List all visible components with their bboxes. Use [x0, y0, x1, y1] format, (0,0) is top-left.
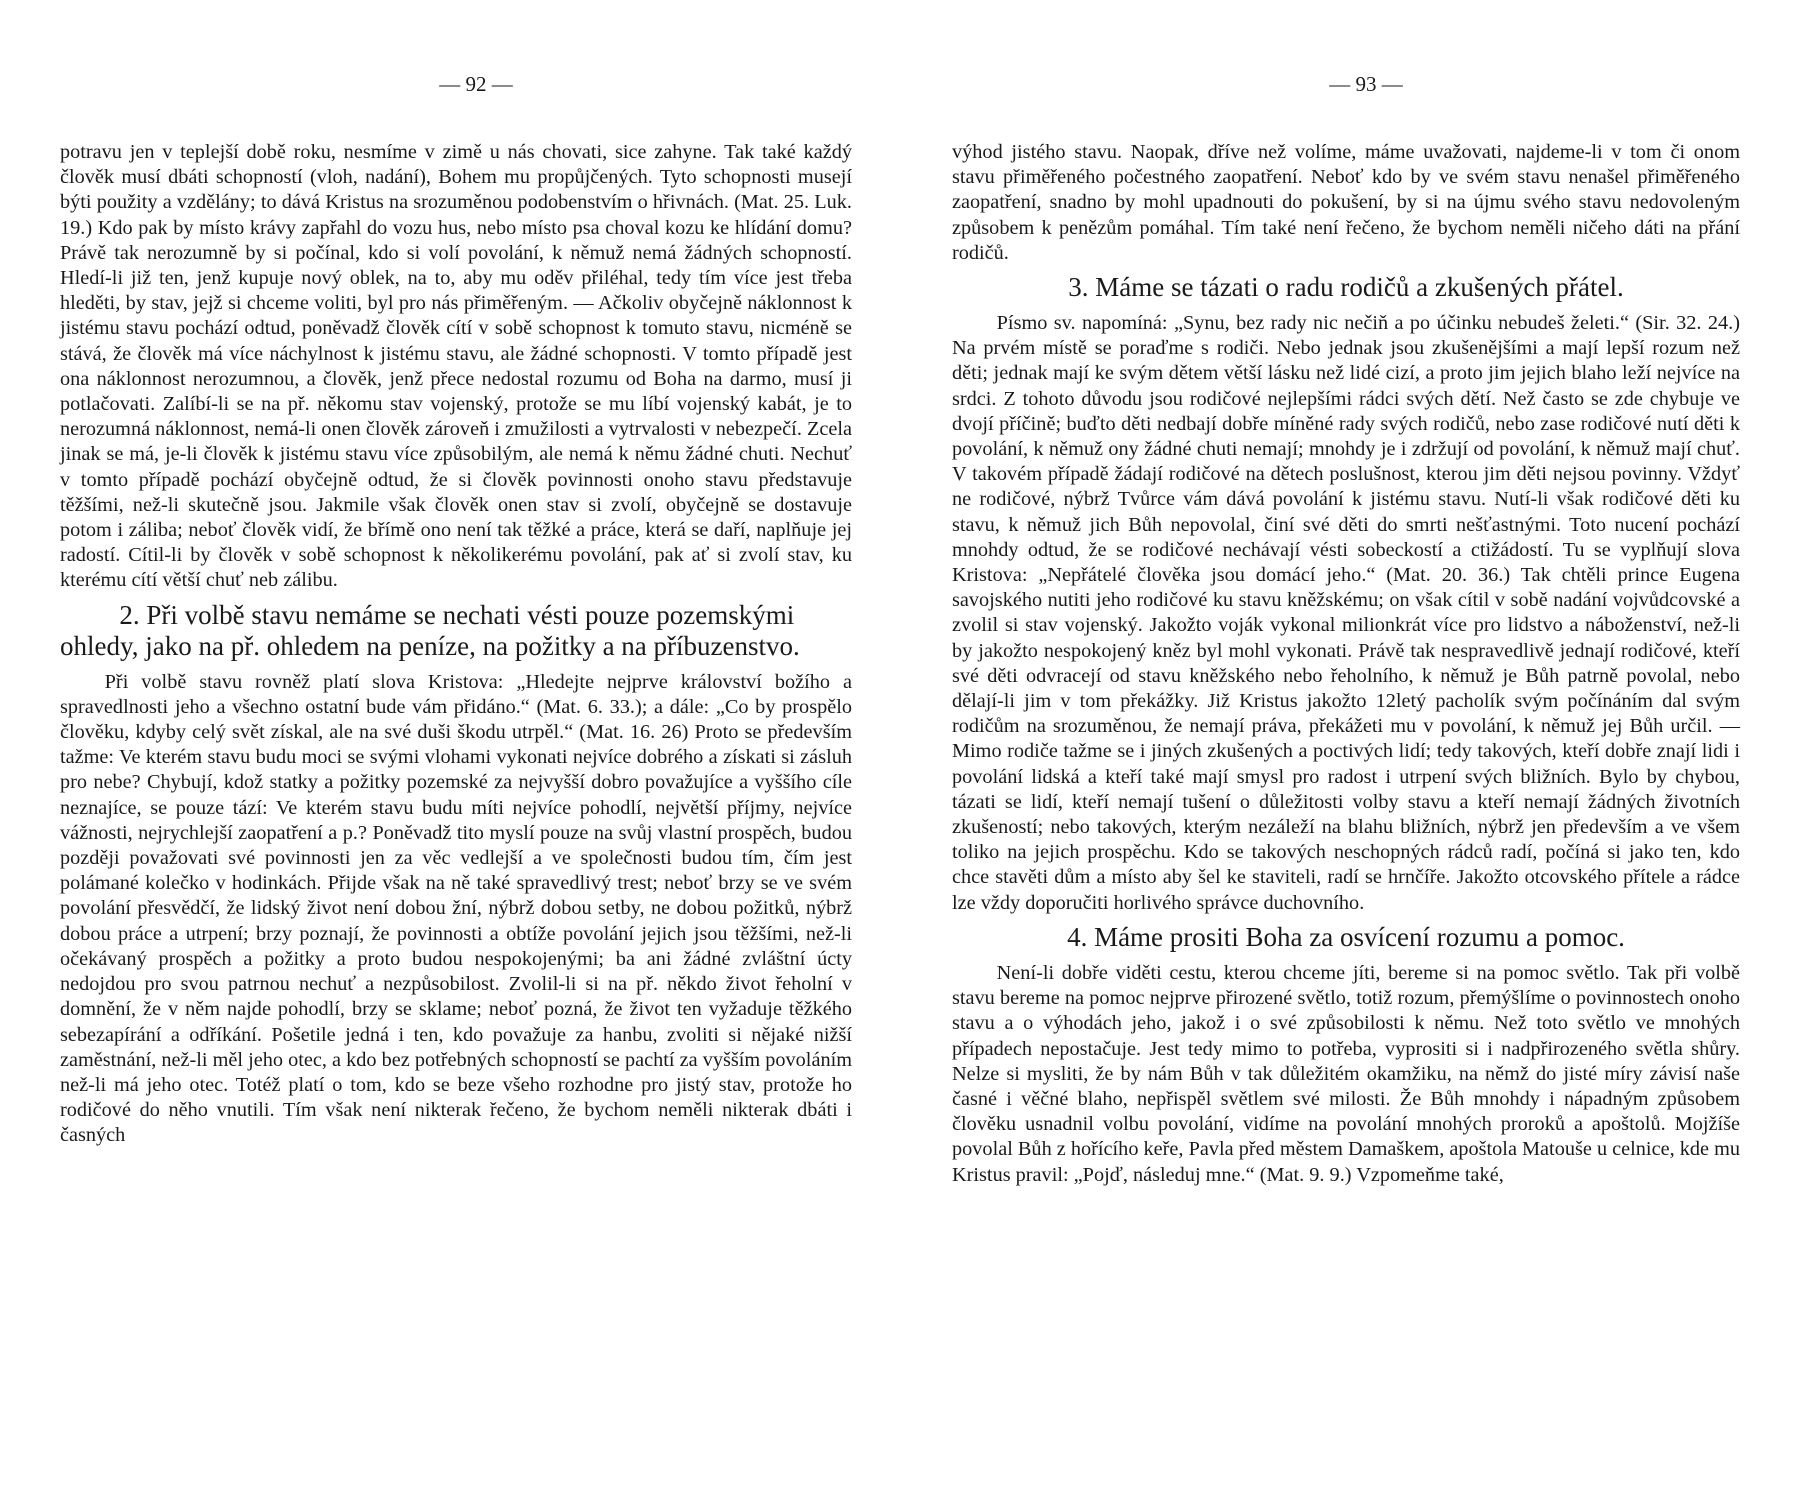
- right-page: [898, 0, 1796, 1500]
- paragraph: Písmo sv. napomíná: „Synu, bez rady nic nečiň a po účinku nebudeš želeti.“ (Sir. 32. 24.) Na prvém místě se poraďme s rodiči. Nebo jednak jsou zkušenějšími a mají lepší rozum než děti; jednak mají ke svým dětem větší lásku než lidé cizí, a proto jim jejich blaho leží nejvíce na srdci. Z tohoto důvodu jsou rodičové nejlepšími rádci svých dětí. Než často se zde chybuje ve dvojí příčině; buďto děti nedbají dobře míněné rady svých rodičů, nebo zase rodičové nutí děti k povolání, k němuž ony žádné chuti nemají; mnohdy je i zdržují od povolání, k němuž mají chuť. V takovém případě žádají rodičové na dětech poslušnost, kterou jim děti nejsou povinny. Vždyť ne rodičové, nýbrž Tvůrce vám dává povolání k jistému stavu. Nutí-li však rodičové děti ku stavu, k němuž jich Bůh nepovolal, činí své děti do smrti nešťastnými. Toto nucení pochází mnohdy odtud, že se rodičové nechávají vésti sobeckostí a ctižádostí. Tu se vyplňují slova Kristova: „Nepřátelé člověka jsou domácí jeho.“ (Mat. 20. 36.) Tak chtěli prince Eugena savojského nutiti jeho rodičové ku stavu kněžskému; on však cítil v sobě nadání vojvůdcovské a zvolil si stav vojenský. Jakožto voják vykonal milionkrát více pro lidstvo a náboženství, než-li by jakožto nespokojený kněz byl mohl vykonati. Právě tak nespravedlivě jednají rodičové, kteří své děti odvracejí od stavu kněžského nebo řeholního, k němuž je Bůh patrně povolal, nebo dělají-li jim v tom překážky. Již Kristus jakožto 12letý pacholík svým počínáním dal svým rodičům na srozuměnou, že nemají práva, překážeti mu v povolání, k němuž jej Bůh určil. — Mimo rodiče tažme se i jiných zkušených a poctivých lidí; tedy takových, kteří dobře znají lidi i povolání lidská a kteří také mají smysl pro radost i utrpení svých bližních. Bylo by chybou, tázati se lidí, kteří nemají tušení o důležitosti volby stavu a kteří nemají žádných životních zkušeností; nebo takových, kterým nezáleží na blahu bližních, nýbrž jen především a ve všem toliko na jejich prospěchu. Kdo se takových neschopných rádců radí, počíná si jako ten, kdo chce stavěti dům a místo aby šel ke staviteli, radí se hrnčíře. Jakožto otcovského přítele a rádce lze vždy doporučiti horlivého správce duchovního.: [952, 312, 1740, 914]
- page-number: — 93 —: [1329, 72, 1403, 96]
- section-heading: 2. Při volbě stavu nemáme se nechati vésti pouze pozemskými ohledy, jako na př. ohledem na peníze, na požitky a na příbuzenstvo.: [60, 599, 800, 661]
- page-text: [60, 140, 852, 1149]
- paragraph: Není-li dobře viděti cestu, kterou chceme jíti, bereme si na pomoc světlo. Tak při volbě stavu bereme na pomoc nejprve přirozené světlo, totiž rozum, přemýšlíme o povinnostech onoho stavu a o výhodách jeho, jakož i o své způsobilosti k němu. Než toto světlo ve mnohých případech nepostačuje. Jest tedy mimo to potřeba, vyprositi si i nadpřirozeného světla shůry. Nelze si mysliti, že by nám Bůh v tak důležitém okamžiku, na němž do jisté míry závisí naše časné i věčné blaho, nepřispěl světlem své milosti. Že Bůh mnohdy i nápadným způsobem člověku usnadnil volbu povolání, vidíme na povolání mnohých proroků a apoštolů. Mojžíše povolal Bůh z hořícího keře, Pavla před městem Damaškem, apoštola Matouše u celnice, kde mu Kristus pravil: „Pojď, následuj mne.“ (Mat. 9. 9.) Vzpomeňme také,: [952, 961, 1740, 1186]
- paragraph: potravu jen v teplejší době roku, nesmíme v zimě u nás chovati, sice zahyne. Tak také každý člověk musí dbáti schopností (vloh, nadání), Bohem mu propůjčených. Tyto schopnosti musejí býti použity a vzdělány; to dává Kristus na srozuměnou podobenstvím o hřivnách. (Mat. 25. Luk. 19.) Kdo pak by místo krávy zapřahl do vozu hus, nebo místo psa choval kozu ke hlídání domu? Právě tak nerozumně by si počínal, kdo si volí povolání, k němuž nemá žádných schopností. Hledí-li již ten, jenž kupuje nový oblek, na to, aby mu oděv přiléhal, tedy tím více jest třeba hleděti, by stav, jejž si chceme voliti, byl pro nás přiměřeným. — Ačkoliv obyčejně náklonnost k jistému stavu pochází odtud, poněvadž člověk cítí v sobě schopnost k tomuto stavu, nicméně se stává, že člověk má více náchylnost k jistému stavu, ale žádné schopnosti. V tomto případě jest ona náklonnost nerozumnou, a člověk, jenž přece nedostal rozumu od Boha na darmo, musí ji potlačovati. Zalíbí-li se na př. někomu stav vojenský, protože se mu líbí vojenský kabát, je to nerozumná náklonnost, nemá-li onen člověk zároveň i zmužilosti a vytrvalosti v nebezpečí. Zcela jinak se má, je-li člověk k jistému stavu více způsobilým, ale nemá k němu žádné chuti. Nechuť v tomto případě pochází obyčejně odtud, že si člověk povinnosti onoho stavu představuje těžšími, než-li skutečně jsou. Jakmile však člověk onen stav si zvolí, obyčejně se dostavuje potom i záliba; neboť člověk vidí, že břímě ono není tak těžké a práce, která se daří, naplňuje jej radostí. Cítil-li by člověk v sobě schopnost k několikerému povolání, pak ať si zvolí stav, ku kterému cítí větší chuť neb zálibu.: [60, 141, 852, 592]
- page-number: — 92 —: [439, 72, 513, 96]
- section-heading: 4. Máme prositi Boha za osvícení rozumu a pomoc.: [1067, 921, 1625, 952]
- paragraph: Při volbě stavu rovněž platí slova Kristova: „Hledejte nejprve království božího a spravedlnosti jeho a všechno ostatní bude vám přidáno.“ (Mat. 6. 33.); a dále: „Co by prospělo člověku, kdyby celý svět získal, ale na své duši škodu utrpěl.“ (Mat. 16. 26) Proto se především tažme: Ve kterém stavu budu moci se svými vlohami vykonati nejvíce dobrého a získati si zásluh pro nebe? Chybují, kdož statky a požitky pozemské za nejvyšší dobro považujíce a vyššího cíle neznajíce, se pouze tází: Ve kterém stavu budu míti nejvíce pohodlí, největší příjmy, nejvíce vážnosti, nejrychlejší zaopatření a p.? Poněvadž tito myslí pouze na svůj vlastní prospěch, budou později považovati své povinnosti jen za věc vedlejší a ve společnosti budou tím, čím jest polámané kolečko v hodinkách. Přijde však na ně také spravedlivý trest; neboť brzy se ve svém povolání přesvědčí, že lidský život není dobou žní, nýbrž dobou setby, ne dobou požitků, nýbrž dobou práce a utrpení; brzy poznají, že povinnosti a obtíže povolání jejich jsou těžšími, než-li očekávaný prospěch a požitky a proto budou nespokojenými; ba ani žádné zvláštní úcty nedojdou pro svou patrnou nechuť a nezpůsobilost. Zvolil-li si na př. někdo život řeholní v domnění, že v něm najde pohodlí, brzy se sklame; neboť pozná, že život ten vyžaduje těžkého sebezapírání a odříkání. Pošetile jedná i ten, kdo považuje za hanbu, zvoliti si nějaké nižší zaměstnání, než-li měl jeho otec, a kdo bez potřebných schopností se pachtí za vyšším povoláním než-li má jeho otec. Totéž platí o tom, kdo se beze všeho rozhodne pro jistý stav, protože ho rodičové do něho vnutili. Tím však není nikterak řečeno, že bychom neměli nikterak dbáti i časných: [60, 670, 852, 1147]
- paragraph: výhod jistého stavu. Naopak, dříve než volíme, máme uvažovati, najdeme-li v tom či onom stavu přiměřeného počestného zaopatření. Neboť kdo by ve svém stavu nenašel přiměřeného zaopatření, snadno by mohl upadnouti do pokušení, by si na újmu svého stavu nedovoleným způsobem k penězům pomáhal. Tím také není řečeno, že bychom neměli ničeho dáti na přání rodičů.: [952, 141, 1740, 264]
- page-text: [952, 140, 1740, 1188]
- section-heading: 3. Máme se tázati o radu rodičů a zkušených přátel.: [1068, 272, 1624, 303]
